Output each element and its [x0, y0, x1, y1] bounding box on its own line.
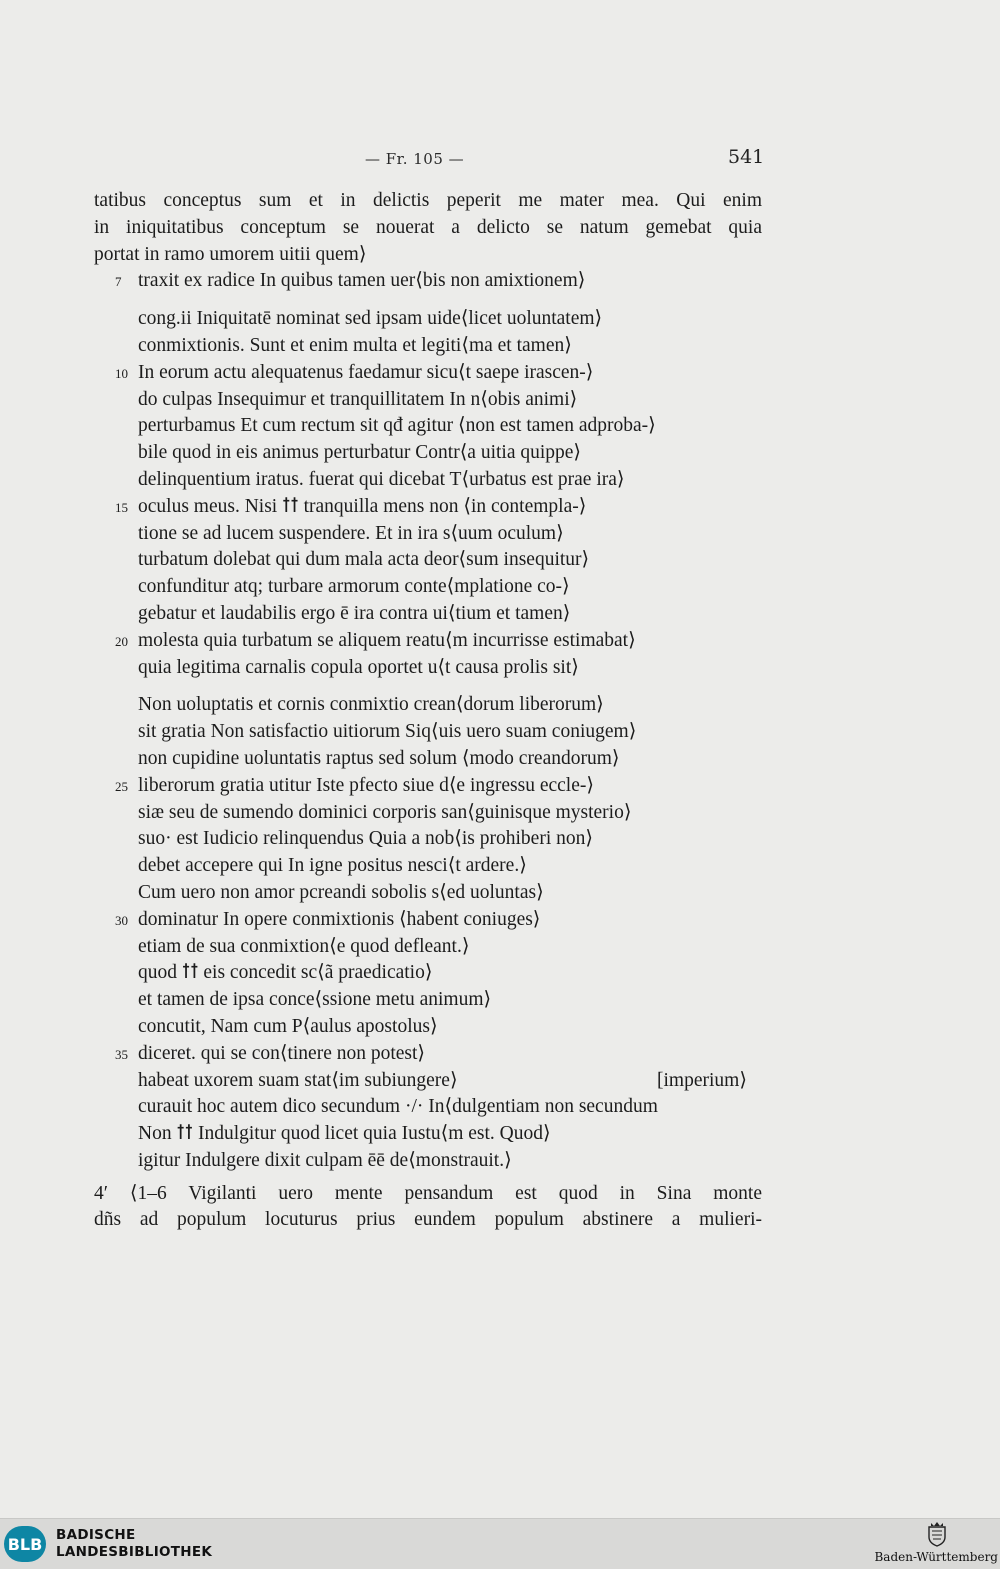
- text-line: habeat uxorem suam stat⟨im subiungere⟩ [imperium⟩: [0, 1068, 1000, 1095]
- text-line: suo· est Iudicio relinquendus Quia a nob⟨is prohiberi non⟩: [138, 828, 593, 850]
- text-line: Non ꝉꝉ Indulgitur quod licet quia Iustu⟨m est. Quod⟩: [138, 1123, 551, 1145]
- text-line: perturbamus Et cum rectum sit qđ agitur ⟨non est tamen adproba-⟩: [138, 415, 656, 437]
- text-line: et tamen de ipsa conce⟨ssione metu animum⟩: [138, 989, 492, 1011]
- text-line: quod ꝉꝉ eis concedit sc⟨ã praedicatio⟩: [138, 962, 433, 984]
- text-line: do culpas Insequimur et tranquillitatem In n⟨obis animi⟩: [138, 388, 578, 410]
- text-line: dñs ad populum locuturus prius eundem populum abstinere a mulieri-: [94, 1209, 762, 1231]
- text-line: confunditur atq; turbare armorum conte⟨mplatione co-⟩: [138, 576, 570, 598]
- text-line: bile quod in eis animus perturbatur Contr⟨a uitia quippe⟩: [138, 442, 582, 464]
- text-line: 35 diceret. qui se con⟨tinere non potest⟩: [0, 1041, 1000, 1068]
- line-number: 15: [115, 499, 128, 515]
- text-line: 4′ ⟨1–6 Vigilanti uero mente pensandum est quod in Sina monte: [94, 1182, 762, 1204]
- blb-logo[interactable]: BLB: [4, 1526, 46, 1562]
- text-line: turbatum dolebat qui dum mala acta deor⟨sum insequitur⟩: [138, 549, 590, 571]
- marginal-note: [imperium⟩: [657, 1069, 747, 1091]
- text-line: 15 oculus meus. Nisi ꝉꝉ tranquilla mens non ⟨in contempla-⟩: [0, 494, 1000, 521]
- text-line: portat in ramo umorem uitii quem⟩: [94, 243, 367, 265]
- text-line: debet accepere qui In igne positus nesci⟨t ardere.⟩: [138, 855, 527, 877]
- viewer-footer: [0, 1518, 1000, 1569]
- text-line: cong.ii Iniquitatē nominat sed ipsam uide⟨licet uoluntatem⟩: [138, 308, 603, 330]
- line-number: 25: [115, 778, 128, 794]
- page-header: [0, 146, 1000, 174]
- line-number: 35: [115, 1046, 128, 1062]
- text-line: gebatur et laudabilis ergo ē ira contra ui⟨tium et tamen⟩: [138, 602, 571, 624]
- line-number: 30: [115, 912, 128, 928]
- text-line: curauit hoc autem dico secundum ·/· In⟨dulgentiam non secundum: [138, 1096, 658, 1118]
- text-line: etiam de sua conmixtion⟨e quod defleant.⟩: [138, 935, 470, 957]
- text-line: siæ seu de sumendo dominici corporis san⟨guinisque mysterio⟩: [138, 801, 632, 823]
- text-line: quia legitima carnalis copula oportet u⟨t causa prolis sit⟩: [138, 656, 579, 678]
- coat-of-arms-icon: [926, 1521, 948, 1547]
- line-number: 7: [115, 274, 122, 290]
- text-line: Non uoluptatis et cornis conmixtio crean⟨dorum liberorum⟩: [138, 694, 604, 716]
- text-line: 25 liberorum gratia utitur Iste pfecto siue d⟨e ingressu eccle-⟩: [0, 773, 1000, 800]
- line-number: 10: [115, 365, 128, 381]
- text-line: Cum uero non amor pcreandi sobolis s⟨ed uoluntas⟩: [138, 881, 544, 903]
- text-line: igitur Indulgere dixit culpam ēē de⟨monstrauit.⟩: [138, 1149, 512, 1171]
- text-line: sit gratia Non satisfactio uitiorum Siq⟨uis uero suam coniugem⟩: [138, 721, 637, 743]
- running-head: — Fr. 105 —: [365, 150, 465, 168]
- page-number: 541: [728, 146, 765, 168]
- text-line: tione se ad lucem suspendere. Et in ira s⟨uum oculum⟩: [138, 522, 564, 544]
- text-line: 30 dominatur In opere conmixtionis ⟨habent coniuges⟩: [0, 907, 1000, 934]
- text-line: delinquentium iratus. fuerat qui dicebat T⟨urbatus est prae ira⟩: [138, 468, 625, 490]
- library-name[interactable]: BADISCHE LANDESBIBLIOTHEK: [56, 1527, 213, 1560]
- text-line: tatibus conceptus sum et in delictis peperit me mater mea. Qui enim: [94, 190, 762, 211]
- text-line: conmixtionis. Sunt et enim multa et legiti⟨ma et tamen⟩: [138, 334, 572, 356]
- text-line: 7 traxit ex radice In quibus tamen uer⟨bis non amixtionem⟩: [0, 268, 1000, 295]
- text-line: concutit, Nam cum P⟨aulus apostolus⟩: [138, 1015, 438, 1037]
- state-name[interactable]: Baden-Württemberg: [874, 1550, 998, 1564]
- text-line: in iniquitatibus conceptum se nouerat a delicto se natum gemebat quia: [94, 216, 762, 238]
- text-line: 10 In eorum actu alequatenus faedamur sicu⟨t saepe irascen-⟩: [0, 360, 1000, 387]
- body-text: [0, 188, 1000, 1234]
- text-line: 20 molesta quia turbatum se aliquem reatu⟨m incurrisse estimabat⟩: [0, 628, 1000, 655]
- text-line: non cupidine uoluntatis raptus sed solum ⟨modo creandorum⟩: [138, 747, 620, 769]
- line-number: 20: [115, 633, 128, 649]
